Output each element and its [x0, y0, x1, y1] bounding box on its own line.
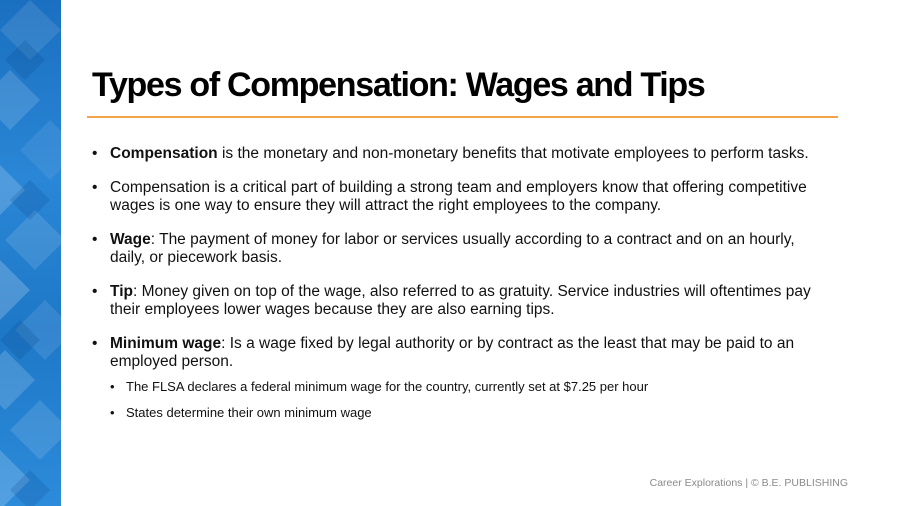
bullet-wage [92, 231, 832, 267]
sub-bullet-list [110, 379, 832, 421]
bullet-compensation-role [92, 179, 832, 215]
bullet-tip [92, 283, 832, 319]
title-divider [87, 116, 838, 118]
bullet-list [92, 145, 832, 437]
bullet-text: Compensation is a critical part of building a strong team and employers know that offering competitive wages is one way to ensure they will attract the right employees to the company. [110, 179, 807, 214]
sub-bullet-flsa: • The FLSA declares a federal minimum wage for the country, currently set at $7.25 per hour [110, 379, 832, 395]
bullet-term: Compensation [110, 145, 218, 162]
bullet-text: : Money given on top of the wage, also referred to as gratuity. Service industries will oftentimes pay their employees lower wages because they are also earning tips. [110, 283, 811, 318]
bullet-term: Minimum wage [110, 335, 222, 352]
decorative-side-band [0, 0, 61, 506]
bullet-compensation [92, 145, 832, 163]
bullet-minimum-wage [92, 335, 832, 421]
sub-bullet-states: • States determine their own minimum wage [110, 405, 832, 421]
bullet-text: : Is a wage fixed by legal authority or by contract as the least that may be paid to an employed person. [110, 335, 795, 370]
bullet-term: Tip [110, 283, 133, 300]
slide-title: Types of Compensation: Wages and Tips [92, 66, 705, 104]
footer-credit: Career Explorations | © B.E. PUBLISHING [649, 477, 848, 489]
bullet-term: Wage [110, 231, 151, 248]
diamond-pattern [0, 0, 61, 506]
bullet-text: is the monetary and non-monetary benefits that motivate employees to perform tasks. [217, 145, 809, 162]
bullet-text: : The payment of money for labor or services usually according to a contract and on an hourly, daily, or piecework basis. [110, 231, 795, 266]
